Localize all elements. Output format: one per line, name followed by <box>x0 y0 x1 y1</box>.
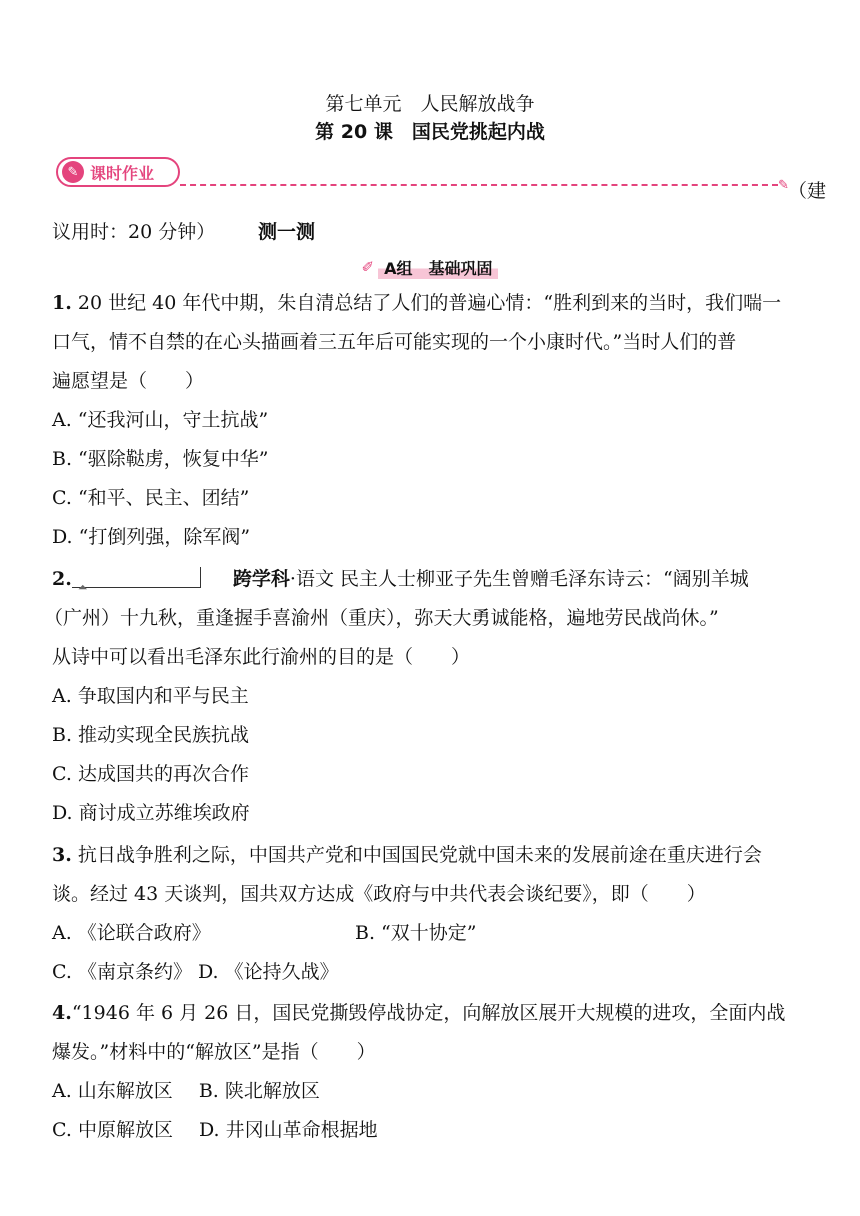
q2-option-c: C. 达成国共的再次合作 <box>52 763 249 785</box>
q3-option-d: D. 《论持久战》 <box>198 961 339 983</box>
suggest-time-tail: （建 <box>788 180 827 202</box>
test-label: 测一测 <box>258 221 316 243</box>
q3-line2: 谈。经过 43 天谈判，国共双方达成《政府与中共代表会谈纪要》，即（ ） <box>52 883 706 905</box>
q1-option-c: C. “和平、民主、团结” <box>52 487 250 509</box>
q2-text-1: 民主人士柳亚子先生曾赠毛泽东诗云：“阔别羊城 <box>333 568 749 590</box>
q3-option-b: B. “双十协定” <box>355 922 477 944</box>
lesson-title: 第 20 课 国民党挑起内战 <box>315 121 545 143</box>
q3-option-a: A. 《论联合政府》 <box>52 922 211 944</box>
q2-tag: 跨学科 <box>232 568 290 590</box>
dashed-divider <box>180 184 778 186</box>
q3-text-1: 抗日战争胜利之际，中国共产党和中国国民党就中国未来的发展前途在重庆进行会 <box>71 844 762 866</box>
group-label: A组 基础巩固 <box>378 256 498 279</box>
q2-option-b: B. 推动实现全民族抗战 <box>52 724 250 746</box>
q1-option-b: B. “驱除鞑虏，恢复中华” <box>52 448 269 470</box>
q2-option-d: D. 商讨成立苏维埃政府 <box>52 802 250 824</box>
bell-icon: ⏶ <box>77 580 88 594</box>
q4-text-1: “1946 年 6 月 26 日，国民党撕毁停战协定，向解放区展开大规模的进攻，全面内战 <box>71 1002 786 1024</box>
q4-options-cd <box>52 1111 812 1150</box>
q1-line2: 口气，情不自禁的在心头描画着三五年后可能实现的一个小康时代。”当时人们的普 <box>52 331 737 353</box>
unit-title: 第七单元 人民解放战争 <box>325 93 535 115</box>
q4-options-ab <box>52 1072 812 1111</box>
badge-label: 课时作业 <box>90 163 155 183</box>
difficulty-box <box>72 567 201 594</box>
brush-icon: ✐ <box>361 258 375 276</box>
q1-number: 1. <box>52 292 72 314</box>
homework-badge <box>56 157 180 187</box>
group-tag <box>350 255 510 279</box>
q1-text-1: 20 世纪 40 年代中期，朱自清总结了人们的普遍心情：“胜利到来的当时，我们喘一 <box>71 292 782 314</box>
q2-option-a: A. 争取国内和平与民主 <box>52 685 249 707</box>
q2-line1 <box>52 560 812 599</box>
q3-options-cd <box>52 953 812 992</box>
q4-line2: 爆发。”材料中的“解放区”是指（ ） <box>52 1041 376 1063</box>
q4-option-c: C. 中原解放区 <box>52 1119 173 1141</box>
q2-line2: （广州）十九秋，重逢握手喜渝州（重庆），弥天大勇诚能格，遍地劳民战尚休。” <box>44 607 719 629</box>
q3-number: 3. <box>52 844 72 866</box>
q1-option-d: D. “打倒列强，除军阀” <box>52 526 251 548</box>
q2-tag-sub: ·语文 <box>289 568 334 590</box>
q4-number: 4. <box>52 1002 72 1024</box>
q2-number: 2. <box>52 568 72 590</box>
q3-option-c: C. 《南京条约》 <box>52 961 192 983</box>
q4-option-d: D. 井冈山革命根据地 <box>198 1119 378 1141</box>
q1-option-a: A. “还我河山，守土抗战” <box>52 409 269 431</box>
q4-line1 <box>52 994 812 1033</box>
q2-line3: 从诗中可以看出毛泽东此行渝州的目的是（ ） <box>52 646 471 668</box>
pencil-icon: ✎ <box>778 178 789 193</box>
q3-line1 <box>52 836 812 875</box>
q4-option-b: B. 陕北解放区 <box>198 1080 320 1102</box>
q1-line3: 遍愿望是（ ） <box>52 370 205 392</box>
pencil-ruler-icon: ✎ <box>62 161 84 183</box>
q4-option-a: A. 山东解放区 <box>52 1080 173 1102</box>
suggest-time: 议用时：20 分钟） <box>52 221 216 243</box>
q1-line1 <box>52 284 812 323</box>
